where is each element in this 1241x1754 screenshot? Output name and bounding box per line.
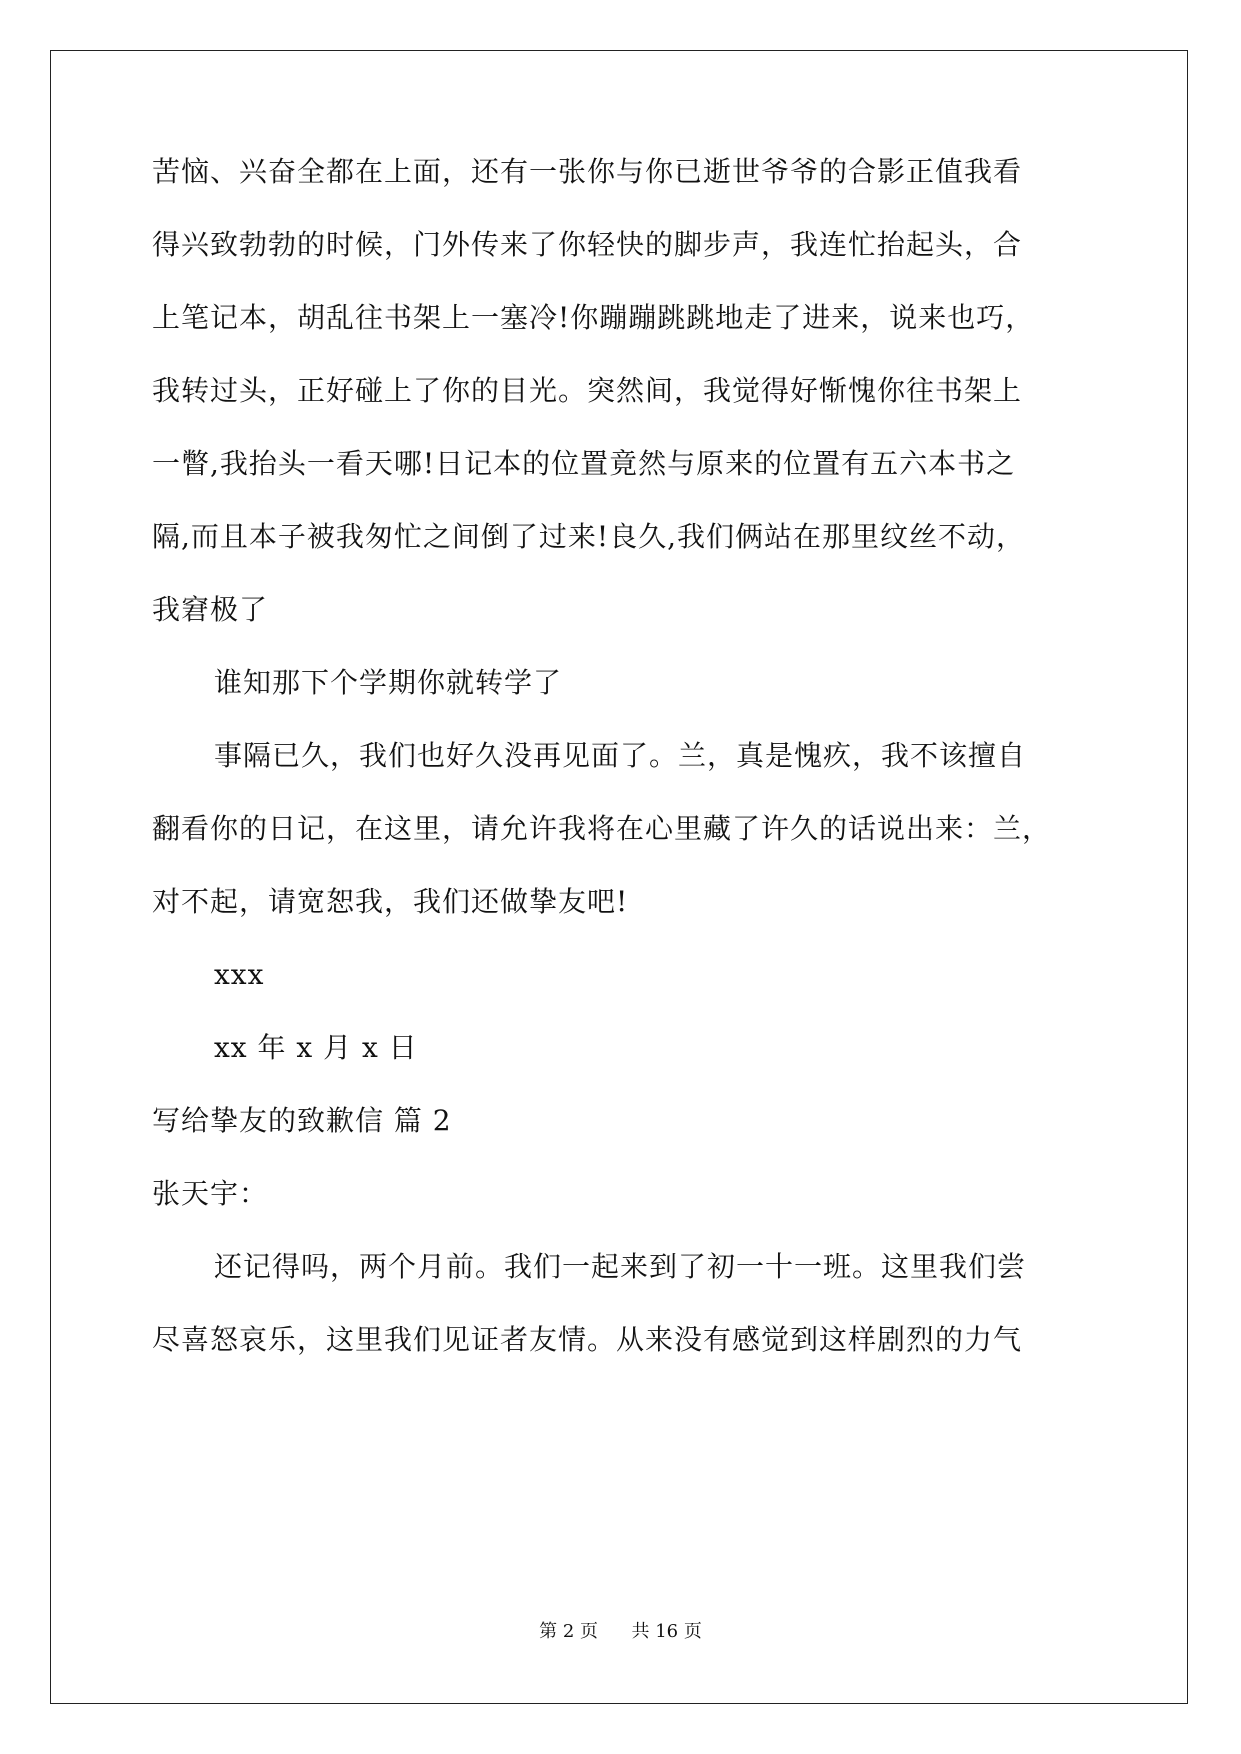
body-text-line: 我窘极了: [152, 593, 269, 626]
body-text-line: 一瞥,我抬头一看天哪!日记本的位置竟然与原来的位置有五六本书之: [152, 447, 1016, 480]
body-text-line: 谁知那下个学期你就转学了: [214, 666, 563, 699]
salutation: 张天宇：: [152, 1177, 269, 1210]
page-footer: [0, 1620, 1241, 1644]
body-text-line: 隔,而且本子被我匆忙之间倒了过来!良久,我们俩站在那里纹丝不动，: [152, 520, 1026, 553]
body-text-line: 事隔已久，我们也好久没再见面了。兰，真是愧疚，我不该擅自: [214, 739, 1027, 772]
body-text-line: 还记得吗，两个月前。我们一起来到了初一十一班。这里我们尝: [214, 1250, 1027, 1283]
body-text-line: 苦恼、兴奋全都在上面，还有一张你与你已逝世爷爷的合影正值我看: [152, 155, 1023, 188]
body-text-line: 我转过头，正好碰上了你的目光。突然间，我觉得好惭愧你往书架上: [152, 374, 1023, 407]
section-title: 写给挚友的致歉信 篇 2: [152, 1104, 452, 1137]
body-text-line: 尽喜怒哀乐，这里我们见证者友情。从来没有感觉到这样剧烈的力气: [152, 1323, 1023, 1356]
page-number-total: 共 16 页: [631, 1621, 702, 1642]
body-text-line: 上笔记本，胡乱往书架上一塞冷!你蹦蹦跳跳地走了进来，说来也巧，: [152, 301, 1035, 334]
body-text-line: 翻看你的日记，在这里，请允许我将在心里藏了许久的话说出来：兰，: [152, 812, 1052, 845]
body-text-line: 得兴致勃勃的时候，门外传来了你轻快的脚步声，我连忙抬起头，合: [152, 228, 1023, 261]
signature: xxx: [214, 958, 265, 991]
date-line: xx 年 x 月 x 日: [214, 1031, 418, 1064]
body-text-line: 对不起，请宽恕我，我们还做挚友吧!: [152, 885, 629, 918]
page-number-current: 第 2 页: [539, 1621, 599, 1642]
